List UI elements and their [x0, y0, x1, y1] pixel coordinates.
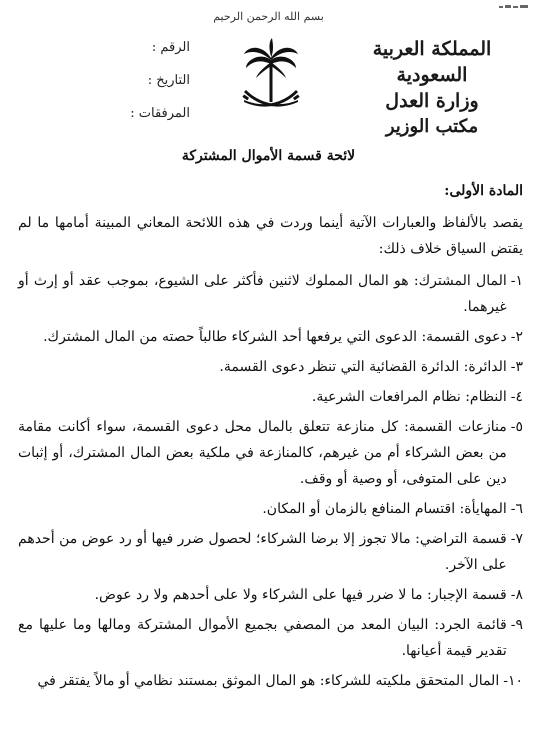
definition-item — [18, 526, 523, 578]
definition-item — [18, 496, 523, 522]
definition-number: ١- — [510, 273, 523, 289]
definition-text: الدائرة: الدائرة القضائية التي تنظر دعوى القسمة. — [219, 359, 507, 375]
definition-number: ٦- — [510, 501, 523, 517]
definition-text: المال المشترك: هو المال المملوك لاثنين فأكثر على الشيوع، بموجب عقد أو إرث أو غيرهما. — [18, 273, 507, 315]
definition-item — [18, 612, 523, 664]
definition-number: ١٠- — [503, 673, 523, 689]
reference-fields — [110, 40, 190, 139]
article-intro: يقصد بالألفاظ والعبارات الآتية أينما وردت في هذه اللائحة المعاني المبينة أمامها ما لم يقتض السياق خلاف ذلك: — [18, 215, 523, 257]
article-heading: المادة الأولى: — [444, 183, 523, 199]
definition-item — [18, 414, 523, 492]
letterhead-office: مكتب الوزير — [385, 116, 479, 137]
definition-item — [18, 384, 523, 410]
letterhead-country: المملكة العربية السعودية — [372, 38, 492, 86]
definition-number: ٣- — [510, 359, 523, 375]
definition-item — [18, 324, 523, 350]
definition-text: النظام: نظام المرافعات الشرعية. — [311, 389, 507, 405]
definition-number: ٧- — [510, 531, 523, 547]
definition-item — [18, 582, 523, 608]
definition-text: المهايأة: اقتسام المنافع بالزمان أو المكان. — [262, 501, 507, 517]
definition-text: قسمة الإجبار: ما لا ضرر فيها على الشركاء ولا على أحدهم ولا رد عوض. — [94, 587, 507, 603]
definition-text: قائمة الجرد: البيان المعد من المصفي بجميع الأموال المشتركة ومالها وما عليها مع تقدير قيمة أعيانها. — [18, 617, 507, 659]
definition-item — [18, 268, 523, 320]
number-label: الرقم : — [151, 40, 190, 55]
definition-number: ٨- — [510, 587, 523, 603]
definition-number: ٤- — [510, 389, 523, 405]
date-label: التاريخ : — [147, 73, 190, 88]
document-title: لائحة قسمة الأموال المشتركة — [181, 148, 356, 164]
document-body — [18, 178, 523, 698]
basmala: بسم الله الرحمن الرحيم — [213, 10, 324, 23]
definition-text: منازعات القسمة: كل منازعة تتعلق بالمال محل دعوى القسمة، سواء أكانت مقامة من بعض الشركاء أم من غيرهم، كالمنازعة في ملكية بعض المال المشترك، أو إثبات دين على المتوفى، أو وصية أو وقف. — [18, 419, 507, 487]
attachments-label: المرفقات : — [130, 106, 190, 121]
saudi-emblem-palm-swords-icon — [240, 38, 302, 116]
letterhead-ministry: وزارة العدل — [385, 90, 479, 112]
definition-text: دعوى القسمة: الدعوى التي يرفعها أحد الشركاء طالباً حصته من المال المشترك. — [43, 329, 507, 345]
definition-item — [18, 354, 523, 380]
definition-item — [18, 668, 523, 694]
definition-number: ٩- — [510, 617, 523, 633]
definition-number: ٥- — [510, 419, 523, 435]
definition-number: ٢- — [510, 329, 523, 345]
definition-text: قسمة التراضي: مالا تجوز إلا برضا الشركاء؛ لحصول ضرر فيها أو رد عوض من أحدهم على الآخر. — [18, 531, 507, 573]
ministry-letterhead — [337, 36, 527, 140]
definition-text: المال المتحقق ملكيته للشركاء: هو المال الموثق بمستند نظامي أو مالاً يفتقر في — [37, 673, 500, 689]
